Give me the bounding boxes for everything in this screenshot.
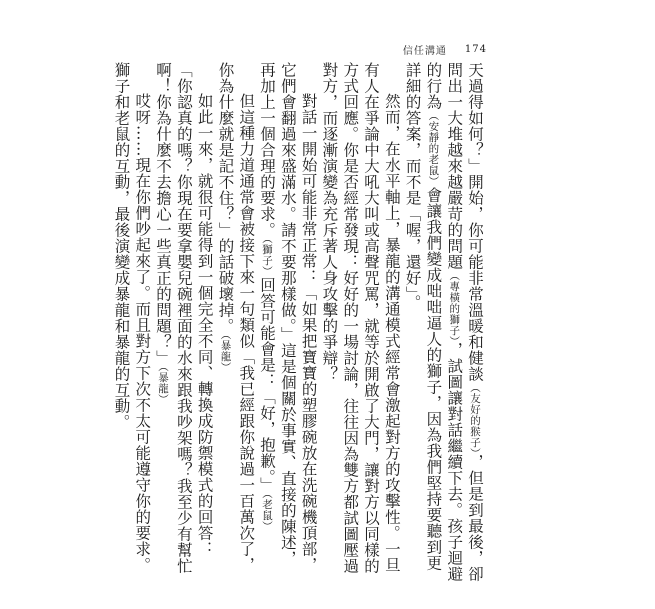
running-header: [403, 42, 487, 57]
text-segment: 對話一開始可能非常正常：「如果把寶寶的塑膠碗放在洗碗機頂部，它們會翻過來盛滿水。請不要那樣做。」這是個關於事實、直接的陳述，再加上一個合理的要求。: [258, 62, 318, 573]
book-title: 信任溝通: [402, 46, 447, 57]
annotation-mouse: （老鼠）: [261, 493, 274, 532]
text-segment: 會讓我們變成咄咄逼人的獅子，因為我們堅持要聽到更詳細的答案，而不是「喔，還好」。: [403, 62, 443, 571]
paragraph-1: [402, 62, 485, 582]
text-segment: ，試圖讓對話繼續下去。孩子迴避的行為: [424, 62, 464, 582]
annotation-lion: （獅子）: [261, 238, 274, 277]
annotation-trex: （暴龍）: [219, 334, 232, 373]
body-text: [111, 62, 485, 582]
paragraph-5: [152, 62, 214, 582]
text-segment: ，但是到最後，卻問出一大堆越來越嚴苛的問題: [445, 62, 484, 582]
paragraph-6: [111, 62, 153, 582]
text-segment: 天過得如何？」開始，你可能非常溫暖和健談: [466, 62, 484, 382]
paragraph-2: [319, 62, 402, 582]
annotation-mouse: （安靜的老鼠）: [427, 110, 440, 187]
text-segment: 然而，在水平軸上，暴龍的溝通模式經常會激起對方的攻擊性。一旦有人在爭論中大吼大叫或高聲咒罵，就等於開啟了大門，讓對方以同樣的方式回應。你是否經常發現：好好的一場討論，往往因為雙方都試圖壓過對方，而逐漸演變為充斥著人身攻擊的爭辯？: [320, 62, 401, 574]
paragraph-4: [215, 62, 257, 582]
annotation-trex: （暴龍）: [157, 366, 170, 405]
page-number: 174: [464, 44, 487, 55]
text-segment: 但這種力道通常會被接下來一句類似「我已經跟你說過一百萬次了，你為什麼就是記不住？」的話破壞掉。: [216, 62, 256, 573]
annotation-lion: （專橫的獅子）: [448, 270, 461, 342]
annotation-monkey: （友好的猴子）: [469, 382, 481, 454]
text-segment: 如此一來，就很可能得到一個完全不同、轉換成防禦模式的回答：「你認真的嗎？你現在要拿嬰兒碗裡面的水來跟我吵架嗎？我至少有幫忙啊！你為什麼不去擔心一些真正的問題？」: [154, 62, 214, 574]
text-segment: 哎呀……現在你們吵起來了。而且對方下次不太可能遵守你的要求。獅子和老鼠的互動，最後演變成暴龍和暴龍的互動。: [112, 62, 152, 573]
paragraph-3: [256, 62, 318, 582]
text-segment: 回答可能會是：「好，抱歉。」: [258, 276, 277, 493]
